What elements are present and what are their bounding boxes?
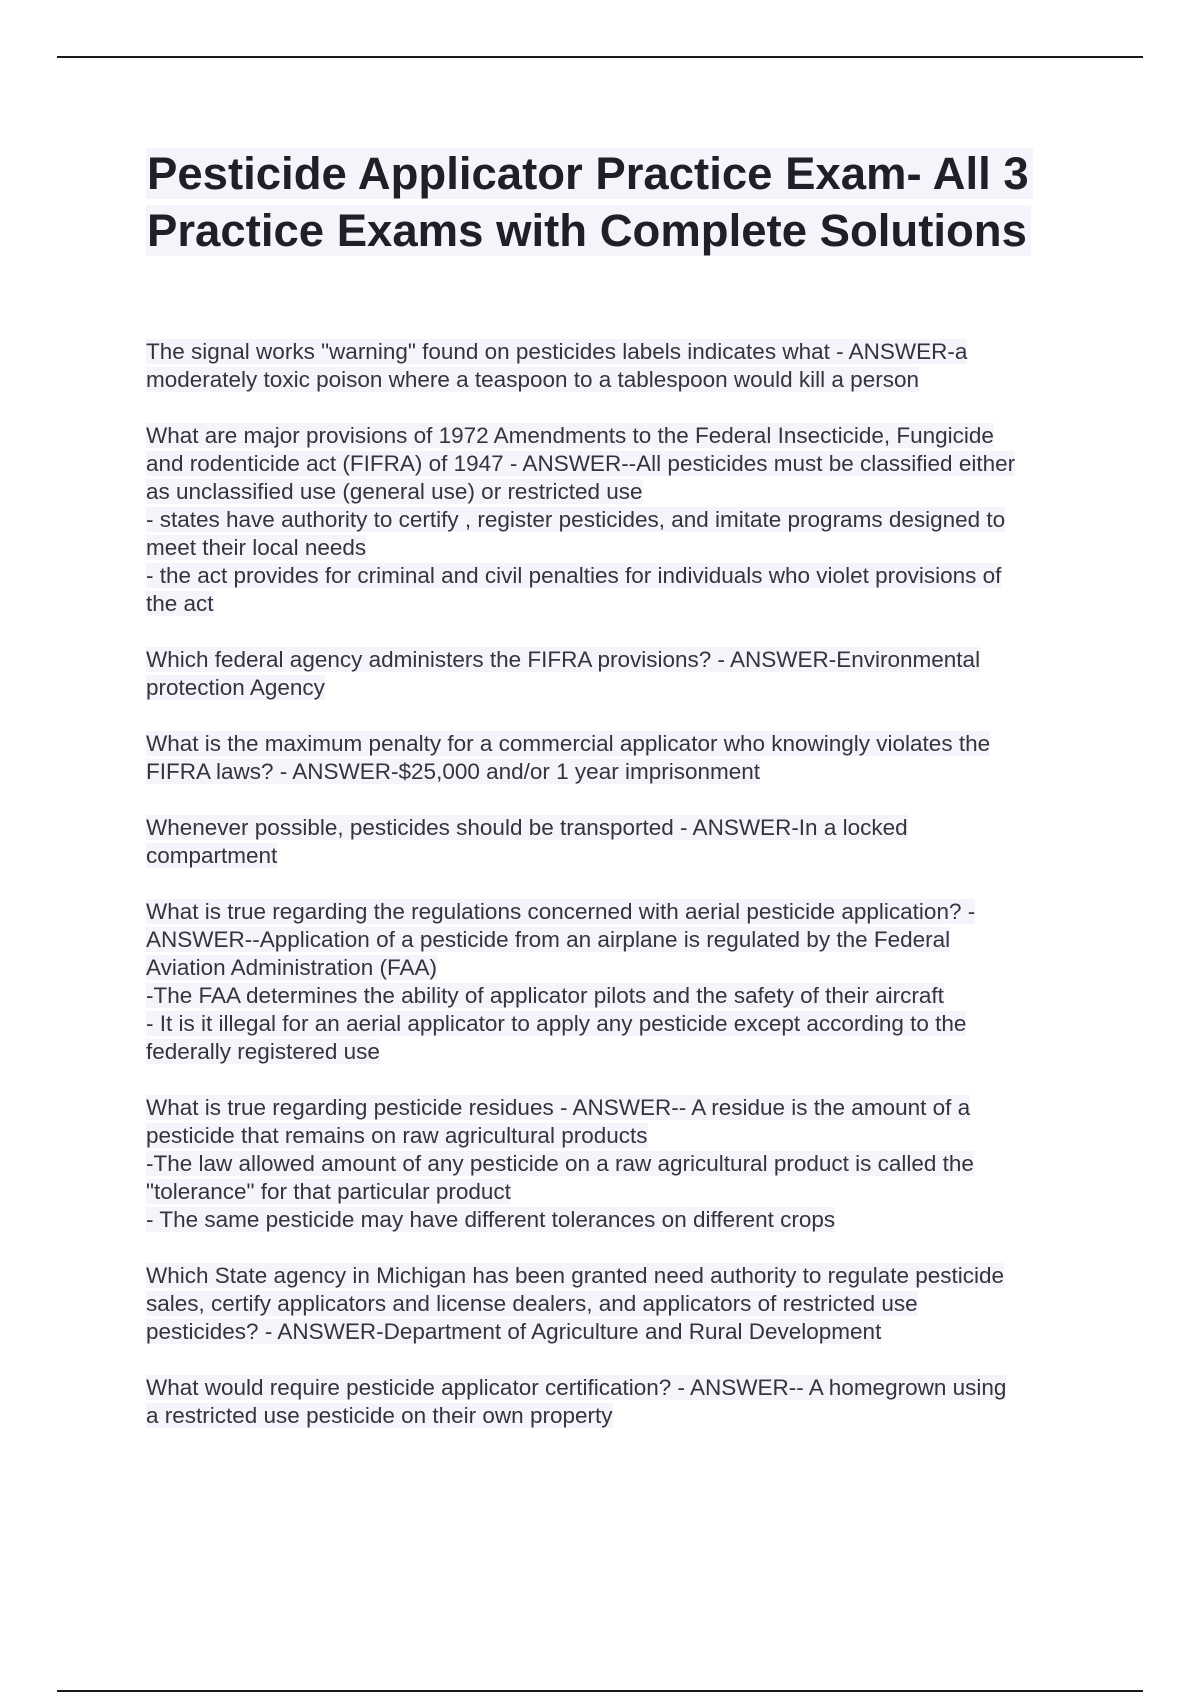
qa-line-text: and rodenticide act (FIFRA) of 1947 - ANSWER--All pesticides must be classified either [146,451,1016,476]
qa-line [146,926,1086,954]
qa-line [146,506,1086,534]
qa-line-text: What are major provisions of 1972 Amendments to the Federal Insecticide, Fungicide [146,423,994,448]
qa-line-text: Whenever possible, pesticides should be transported - ANSWER-In a locked [146,815,908,840]
qa-item [146,898,1086,1066]
qa-item [146,814,1086,870]
qa-list [146,338,1086,1458]
qa-line [146,1374,1086,1402]
document-title [146,145,1086,259]
qa-line-text: - It is it illegal for an aerial applicator to apply any pesticide except according to the [146,1011,967,1036]
qa-line-text: moderately toxic poison where a teaspoon to a tablespoon would kill a person [146,367,919,392]
qa-line-text: - The same pesticide may have different tolerances on different crops [146,1207,836,1232]
qa-line [146,1010,1086,1038]
qa-line-text: pesticides? - ANSWER-Department of Agriculture and Rural Development [146,1319,882,1344]
qa-line [146,646,1086,674]
qa-item [146,1094,1086,1234]
qa-line-text: Which State agency in Michigan has been granted need authority to regulate pesticide [146,1263,1005,1288]
qa-line [146,590,1086,618]
qa-line [146,1206,1086,1234]
qa-line [146,1262,1086,1290]
qa-line-text: - the act provides for criminal and civil penalties for individuals who violet provisions of [146,563,1002,588]
qa-line [146,534,1086,562]
qa-line [146,954,1086,982]
qa-line-text: -The FAA determines the ability of applicator pilots and the safety of their aircraft [146,983,944,1008]
qa-line-text: Which federal agency administers the FIFRA provisions? - ANSWER-Environmental [146,647,981,672]
qa-line [146,758,1086,786]
qa-line [146,842,1086,870]
qa-line-text: meet their local needs [146,535,367,560]
qa-item [146,646,1086,702]
title-line-2: Practice Exams with Complete Solutions [146,205,1031,256]
qa-item [146,730,1086,786]
qa-line [146,898,1086,926]
qa-line-text: FIFRA laws? - ANSWER-$25,000 and/or 1 year imprisonment [146,759,760,784]
qa-line-text: the act [146,591,214,616]
qa-line-text: sales, certify applicators and license dealers, and applicators of restricted use [146,1291,918,1316]
qa-line [146,1402,1086,1430]
qa-line [146,814,1086,842]
qa-line-text: Aviation Administration (FAA) [146,955,437,980]
qa-item [146,338,1086,394]
qa-line-text: a restricted use pesticide on their own property [146,1403,613,1428]
qa-line-text: ANSWER--Application of a pesticide from an airplane is regulated by the Federal [146,927,951,952]
qa-line [146,1038,1086,1066]
title-line-1: Pesticide Applicator Practice Exam- All 3 [146,148,1033,199]
qa-item [146,1374,1086,1430]
qa-line-text: federally registered use [146,1039,380,1064]
qa-line-text: protection Agency [146,675,325,700]
qa-line [146,1318,1086,1346]
qa-line-text: -The law allowed amount of any pesticide on a raw agricultural product is called the [146,1151,974,1176]
qa-line [146,562,1086,590]
bottom-rule [57,1690,1143,1692]
qa-line-text: What is true regarding the regulations concerned with aerial pesticide application? - [146,899,976,924]
qa-line [146,1290,1086,1318]
qa-line [146,338,1086,366]
qa-line [146,450,1086,478]
qa-line [146,478,1086,506]
qa-line-text: The signal works "warning" found on pesticides labels indicates what - ANSWER-a [146,339,968,364]
qa-line-text: pesticide that remains on raw agricultural products [146,1123,648,1148]
qa-item [146,422,1086,618]
qa-line [146,982,1086,1010]
qa-line [146,366,1086,394]
qa-line [146,1122,1086,1150]
qa-item [146,1262,1086,1346]
qa-line-text: What is the maximum penalty for a commercial applicator who knowingly violates the [146,731,991,756]
qa-line-text: What would require pesticide applicator certification? - ANSWER-- A homegrown using [146,1375,1007,1400]
qa-line-text: - states have authority to certify , register pesticides, and imitate programs designed to [146,507,1006,532]
qa-line [146,730,1086,758]
top-rule [57,56,1143,58]
qa-line [146,1150,1086,1178]
qa-line-text: "tolerance" for that particular product [146,1179,511,1204]
qa-line-text: What is true regarding pesticide residues - ANSWER-- A residue is the amount of a [146,1095,971,1120]
qa-line [146,422,1086,450]
qa-line-text: compartment [146,843,278,868]
qa-line-text: as unclassified use (general use) or restricted use [146,479,643,504]
qa-line [146,1178,1086,1206]
qa-line [146,674,1086,702]
qa-line [146,1094,1086,1122]
